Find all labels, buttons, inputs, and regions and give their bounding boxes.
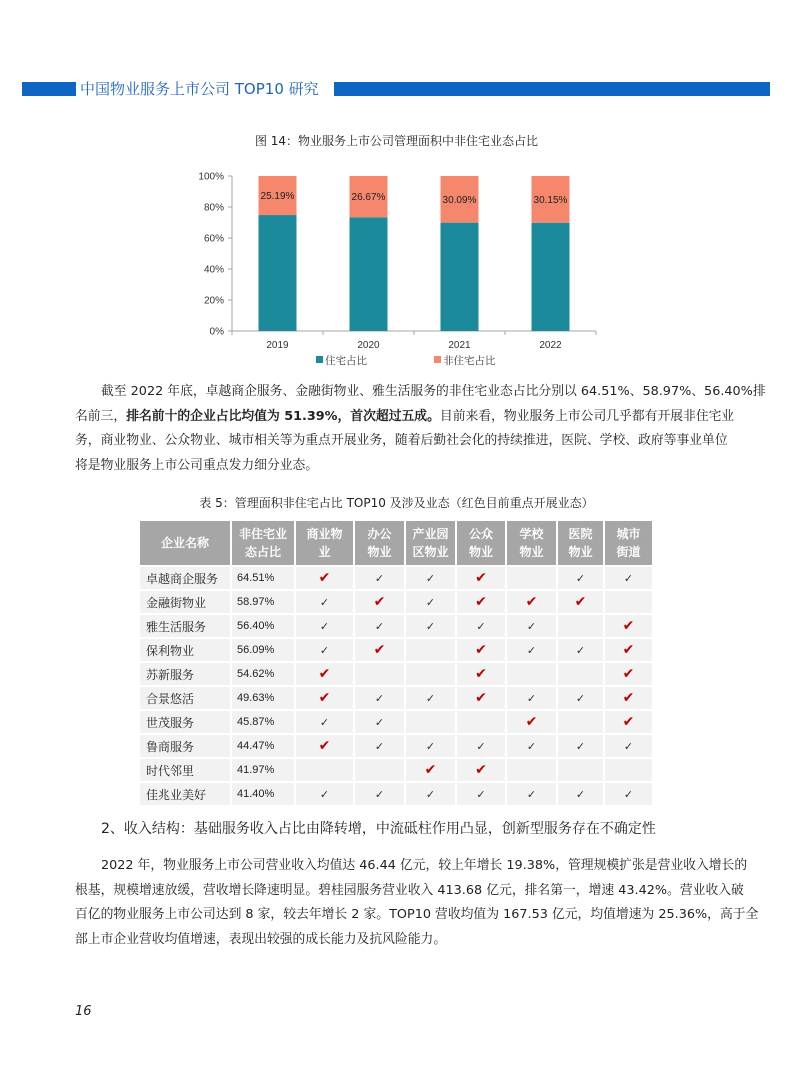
- check-icon: ✓: [319, 787, 330, 801]
- check-icon: ✓: [374, 619, 385, 633]
- legend-label: 非住宅占比: [443, 355, 496, 367]
- red-check-icon: ✔: [373, 642, 386, 658]
- check-icon: ✓: [374, 715, 385, 729]
- check-icon: ✓: [425, 739, 436, 753]
- check-icon: ✓: [575, 643, 586, 657]
- text-line: 务，商业物业、公众物业、城市相关等为重点开展业务，随着后勤社会化的持续推进，医院、学校、政府等事业单位: [75, 433, 728, 449]
- industrial-park-cell: [406, 567, 457, 591]
- check-icon: ✓: [374, 691, 385, 705]
- red-check-icon: ✔: [622, 690, 635, 706]
- red-check-icon: ✔: [622, 714, 635, 730]
- header-hospital: [558, 521, 605, 567]
- commercial-cell: [296, 759, 355, 783]
- data-label: 30.15%: [533, 194, 568, 206]
- check-icon: ✓: [623, 571, 634, 585]
- data-label: 26.67%: [351, 192, 386, 204]
- non-residential-share-cell: 58.97%: [232, 591, 296, 615]
- y-tick-label: 40%: [203, 264, 224, 276]
- bold-highlight: 排名前十的企业占比均值为 51.39%，首次超过五成。: [126, 408, 440, 424]
- check-icon: ✓: [374, 787, 385, 801]
- non-residential-share-cell: 41.97%: [232, 759, 296, 783]
- red-check-icon: ✔: [622, 666, 635, 682]
- commercial-cell: [296, 687, 355, 711]
- table-body: [140, 567, 654, 807]
- text-segment: 名前三，: [75, 408, 127, 424]
- hospital-cell: [558, 687, 605, 711]
- header-company-name: [140, 521, 232, 567]
- school-cell: [507, 783, 558, 807]
- hospital-cell: [558, 567, 605, 591]
- commercial-cell: [296, 615, 355, 639]
- commercial-cell: [296, 711, 355, 735]
- y-tick-label: 20%: [203, 295, 224, 307]
- header-label: 办公物业: [367, 527, 392, 559]
- school-cell: [507, 567, 558, 591]
- x-tick-label: 2022: [539, 340, 562, 351]
- public-cell: [457, 615, 507, 639]
- company-name-cell: 卓越商企服务: [140, 567, 232, 591]
- city-street-cell: [605, 687, 654, 711]
- non-residential-top10-table: [140, 521, 654, 807]
- commercial-cell: [296, 735, 355, 759]
- city-street-cell: [605, 783, 654, 807]
- city-street-cell: [605, 639, 654, 663]
- company-name-cell: 金融街物业: [140, 591, 232, 615]
- table-row: [140, 663, 654, 687]
- header-label: 商业物业: [306, 527, 343, 559]
- section-heading: 2、收入结构：基础服务收入占比由降转增，中流砥柱作用凸显，创新型服务存在不确定性: [101, 821, 656, 837]
- check-icon: ✓: [623, 739, 634, 753]
- industrial-park-cell: [406, 735, 457, 759]
- red-check-icon: ✔: [622, 618, 635, 634]
- commercial-cell: [296, 783, 355, 807]
- city-street-cell: [605, 735, 654, 759]
- office-cell: [355, 663, 406, 687]
- commercial-cell: [296, 663, 355, 687]
- industrial-park-cell: [406, 711, 457, 735]
- bar-2021-series-0: [441, 223, 479, 331]
- paragraph-revenue: [75, 854, 759, 952]
- office-cell: [355, 591, 406, 615]
- check-icon: ✓: [526, 787, 537, 801]
- non-residential-share-cell: 64.51%: [232, 567, 296, 591]
- header-city-street: [605, 521, 654, 567]
- check-icon: ✓: [526, 643, 537, 657]
- non-residential-share-cell: 56.40%: [232, 615, 296, 639]
- hospital-cell: [558, 639, 605, 663]
- check-icon: ✓: [476, 619, 486, 633]
- city-street-cell: [605, 711, 654, 735]
- text-line: 部上市企业营收均值增速，表现出较强的成长能力及抗风险能力。: [75, 931, 447, 947]
- legend-swatch: [316, 356, 323, 363]
- red-check-icon: ✔: [475, 762, 487, 778]
- office-cell: [355, 567, 406, 591]
- header-label: 企业名称: [160, 536, 209, 550]
- table-row: [140, 711, 654, 735]
- non-residential-share-cell: 54.62%: [232, 663, 296, 687]
- office-cell: [355, 759, 406, 783]
- industrial-park-cell: [406, 759, 457, 783]
- header-industrial-park: [406, 521, 457, 567]
- commercial-cell: [296, 591, 355, 615]
- check-icon: ✓: [319, 619, 330, 633]
- check-icon: ✓: [575, 739, 586, 753]
- school-cell: [507, 711, 558, 735]
- industrial-park-cell: [406, 615, 457, 639]
- header-non-residential-share: [232, 521, 296, 567]
- table-row: [140, 639, 654, 663]
- bar-2022-series-0: [532, 223, 570, 331]
- public-cell: [457, 639, 507, 663]
- red-check-icon: ✔: [525, 714, 538, 730]
- x-tick-label: 2019: [266, 340, 289, 351]
- table-row: [140, 615, 654, 639]
- office-cell: [355, 711, 406, 735]
- company-name-cell: 世茂服务: [140, 711, 232, 735]
- header-public: [457, 521, 507, 567]
- red-check-icon: ✔: [318, 666, 331, 682]
- hospital-cell: [558, 663, 605, 687]
- red-check-icon: ✔: [318, 690, 331, 706]
- x-tick-label: 2021: [448, 340, 471, 351]
- commercial-cell: [296, 639, 355, 663]
- header-office: [355, 521, 406, 567]
- page-number: 16: [75, 1004, 92, 1019]
- table-row: [140, 687, 654, 711]
- legend-swatch: [434, 356, 441, 363]
- hospital-cell: [558, 591, 605, 615]
- check-icon: ✓: [526, 691, 537, 705]
- header-title: 中国物业服务上市公司 TOP10 研究: [80, 80, 319, 98]
- non-residential-share-cell: 49.63%: [232, 687, 296, 711]
- y-tick-label: 0%: [209, 326, 224, 338]
- figure-caption: 图 14：物业服务上市公司管理面积中非住宅业态占比: [254, 134, 539, 148]
- hospital-cell: [558, 615, 605, 639]
- public-cell: [457, 759, 507, 783]
- table-header-row: [140, 521, 654, 567]
- company-name-cell: 合景悠活: [140, 687, 232, 711]
- hospital-cell: [558, 735, 605, 759]
- office-cell: [355, 735, 406, 759]
- company-name-cell: 保利物业: [140, 639, 232, 663]
- header-bar-left: [22, 82, 76, 96]
- industrial-park-cell: [406, 639, 457, 663]
- industrial-park-cell: [406, 687, 457, 711]
- y-tick-label: 80%: [203, 202, 224, 214]
- text-line: 百亿的物业服务上市公司达到 8 家，较去年增长 2 家。TOP10 营收均值为 167.53 亿元，均值增速为 25.36%，高于全: [75, 907, 759, 923]
- text-line: 截至 2022 年底，卓越商企服务、金融街物业、雅生活服务的非住宅业态占比分别以 64.51%、58.97%、56.40%排: [101, 384, 766, 399]
- check-icon: ✓: [425, 571, 436, 585]
- red-check-icon: ✔: [475, 666, 487, 682]
- city-street-cell: [605, 663, 654, 687]
- company-name-cell: 鲁商服务: [140, 735, 232, 759]
- industrial-park-cell: [406, 783, 457, 807]
- check-icon: ✓: [476, 787, 486, 801]
- hospital-cell: [558, 783, 605, 807]
- check-icon: ✓: [575, 787, 586, 801]
- industrial-park-cell: [406, 663, 457, 687]
- check-icon: ✓: [319, 715, 330, 729]
- bar-2019-series-0: [259, 215, 297, 331]
- red-check-icon: ✔: [475, 570, 487, 586]
- red-check-icon: ✔: [622, 642, 635, 658]
- check-icon: ✓: [575, 571, 586, 585]
- paragraph-non-residential-share: [75, 380, 766, 478]
- check-icon: ✓: [623, 787, 634, 801]
- hospital-cell: [558, 759, 605, 783]
- school-cell: [507, 615, 558, 639]
- check-icon: ✓: [425, 595, 436, 609]
- public-cell: [457, 783, 507, 807]
- public-cell: [457, 567, 507, 591]
- school-cell: [507, 639, 558, 663]
- public-cell: [457, 687, 507, 711]
- public-cell: [457, 663, 507, 687]
- header-label: 非住宅业态占比: [239, 527, 288, 559]
- red-check-icon: ✔: [475, 642, 487, 658]
- table-row: [140, 759, 654, 783]
- school-cell: [507, 591, 558, 615]
- commercial-cell: [296, 567, 355, 591]
- school-cell: [507, 759, 558, 783]
- bar-2020-series-0: [350, 217, 388, 331]
- school-cell: [507, 735, 558, 759]
- header-commercial: [296, 521, 355, 567]
- red-check-icon: ✔: [525, 594, 538, 610]
- city-street-cell: [605, 591, 654, 615]
- check-icon: ✓: [374, 739, 385, 753]
- check-icon: ✓: [425, 691, 436, 705]
- office-cell: [355, 687, 406, 711]
- red-check-icon: ✔: [373, 594, 386, 610]
- table-row: [140, 567, 654, 591]
- company-name-cell: 苏新服务: [140, 663, 232, 687]
- table-row: [140, 783, 654, 807]
- table-row: [140, 735, 654, 759]
- public-cell: [457, 591, 507, 615]
- data-label: 25.19%: [260, 191, 295, 203]
- public-cell: [457, 711, 507, 735]
- company-name-cell: 时代邻里: [140, 759, 232, 783]
- data-label: 30.09%: [442, 194, 477, 206]
- stacked-bar-chart: [180, 165, 620, 375]
- text-line: 根基，规模增速放缓，营收增长降速明显。碧桂园服务营业收入 413.68 亿元，排名第一，增速 43.42%。营业收入破: [75, 882, 744, 898]
- non-residential-share-cell: 56.09%: [232, 639, 296, 663]
- school-cell: [507, 663, 558, 687]
- non-residential-share-cell: 41.40%: [232, 783, 296, 807]
- header-bar-right: [334, 82, 770, 96]
- y-tick-label: 100%: [198, 171, 224, 183]
- company-name-cell: 雅生活服务: [140, 615, 232, 639]
- y-tick-label: 60%: [203, 233, 224, 245]
- city-street-cell: [605, 759, 654, 783]
- public-cell: [457, 735, 507, 759]
- header-label: 公众物业: [469, 527, 494, 559]
- table-row: [140, 591, 654, 615]
- check-icon: ✓: [575, 691, 586, 705]
- red-check-icon: ✔: [475, 690, 487, 706]
- non-residential-share-cell: 44.47%: [232, 735, 296, 759]
- company-name-cell: 佳兆业美好: [140, 783, 232, 807]
- industrial-park-cell: [406, 591, 457, 615]
- red-check-icon: ✔: [318, 738, 331, 754]
- check-icon: ✓: [476, 739, 486, 753]
- text-line: 将是物业服务上市公司重点发力细分业态。: [75, 457, 319, 473]
- red-check-icon: ✔: [318, 570, 331, 586]
- check-icon: ✓: [425, 787, 436, 801]
- city-street-cell: [605, 567, 654, 591]
- check-icon: ✓: [526, 739, 537, 753]
- legend-label: 住宅占比: [325, 355, 367, 367]
- office-cell: [355, 615, 406, 639]
- check-icon: ✓: [425, 619, 436, 633]
- header-label: 城市街道: [616, 527, 641, 559]
- check-icon: ✓: [319, 643, 330, 657]
- table-caption: 表 5：管理面积非住宅占比 TOP10 及涉及业态（红色目前重点开展业态）: [199, 496, 594, 510]
- red-check-icon: ✔: [574, 594, 587, 610]
- header-label: 学校物业: [519, 527, 544, 559]
- hospital-cell: [558, 711, 605, 735]
- city-street-cell: [605, 615, 654, 639]
- text-line: [75, 405, 735, 430]
- header-label: 产业园区物业: [412, 527, 449, 559]
- red-check-icon: ✔: [475, 594, 487, 610]
- header-school: [507, 521, 558, 567]
- red-check-icon: ✔: [424, 762, 437, 778]
- check-icon: ✓: [319, 595, 330, 609]
- text-segment: 目前来看，物业服务上市公司几乎都有开展非住宅业: [439, 408, 735, 424]
- non-residential-share-cell: 45.87%: [232, 711, 296, 735]
- check-icon: ✓: [374, 571, 385, 585]
- office-cell: [355, 783, 406, 807]
- x-tick-label: 2020: [357, 340, 380, 351]
- check-icon: ✓: [526, 619, 537, 633]
- header-label: 医院物业: [568, 527, 593, 559]
- office-cell: [355, 639, 406, 663]
- text-line: 2022 年，物业服务上市公司营业收入均值达 46.44 亿元，较上年增长 19.38%，管理规模扩张是营业收入增长的: [101, 858, 748, 873]
- school-cell: [507, 687, 558, 711]
